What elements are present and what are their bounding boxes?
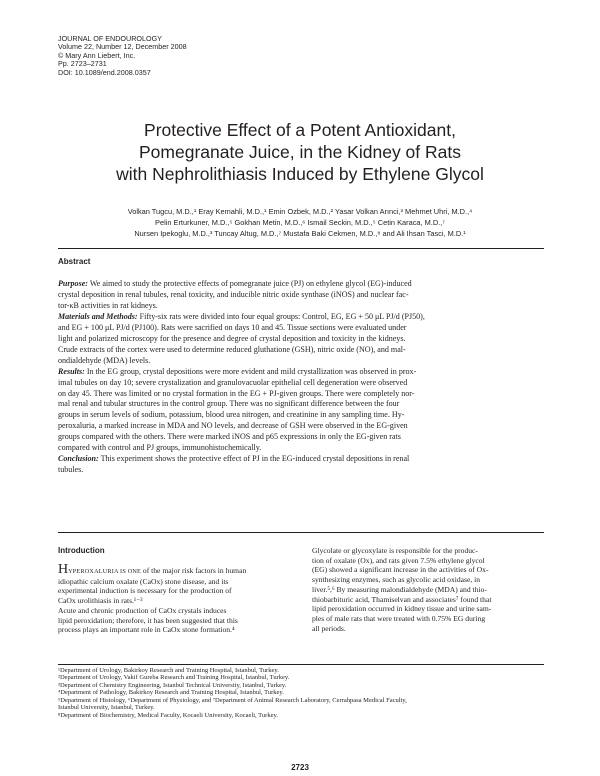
footnote: Istanbul University, Istanbul, Turkey. <box>58 704 155 712</box>
intro-line: lipid peroxidation; therefore, it has been suggested that this <box>58 615 238 625</box>
intro-first-line: HYPEROXALURIA IS ONE of the major risk factors in human <box>58 562 247 577</box>
abstract-line: ondialdehyde (MDA) levels. <box>58 355 151 365</box>
abstract-line: imal tubules on day 10; severe crystalization and granulovacuolar epithelial cell degeneration were observed <box>58 377 408 387</box>
title-line: Pomegranate Juice, in the Kidney of Rats <box>139 142 461 162</box>
introduction-right-column <box>312 546 544 633</box>
authors-line: Nursen Ipekoglu, M.D.,³ Tuncay Altug, M.D.,⁷ Mustafa Baki Cekmen, M.D.,⁸ and Ali Ihsan Tasci, M.D.¹ <box>134 229 466 239</box>
affiliation-footnotes <box>58 667 544 719</box>
results-label: Results: <box>58 366 85 376</box>
intro-line: tion of oxalate (Ox), and rats given 7.5% ethylene glycol <box>312 555 485 565</box>
methods-label: Materials and Methods: <box>58 311 138 321</box>
footnote: ⁴Department of Pathology, Bakirkoy Research and Training Hospital, Istanbul, Turkey. <box>58 689 284 697</box>
title-line: Protective Effect of a Potent Antioxidant, <box>144 120 456 140</box>
abstract-line: tubules. <box>58 465 84 475</box>
journal-copyright: © Mary Ann Liebert, Inc. <box>58 50 136 60</box>
authors-line: Pelin Erturkuner, M.D.,⁵ Gokhan Metin, M.D.,⁶ Ismail Seckin, M.D.,⁵ Cetin Karaca, M.D.,⁷ <box>155 218 445 228</box>
journal-header <box>58 35 187 77</box>
abstract-bottom-rule <box>58 532 544 533</box>
footnote: ⁸Department of Biochemistry, Medical Faculty, Kocaeli University, Kocaeli, Turkey. <box>58 711 278 719</box>
footnote: ²Department of Urology, Vakif Gureba Research and Training Hospital, Istanbul, Turkey. <box>58 674 290 682</box>
page-number: 2723 <box>291 763 309 772</box>
abstract-line: on day 45. There was limited or no crystal formation in the EG + PJ-given groups. There were completely nor- <box>58 388 415 398</box>
introduction-left-column <box>58 562 290 635</box>
abstract-line: peroxaluria, a marked increase in MDA and NO levels, and decrease of GSH were observed in the EG-given <box>58 421 408 431</box>
authors-line: Volkan Tugcu, M.D.,¹ Eray Kemahli, M.D.,¹ Emin Ozbek, M.D.,² Yasar Volkan Arınci,³ Mehmet Uhri, M.D.,⁴ <box>127 207 473 216</box>
abstract-body <box>58 279 544 476</box>
footnote: ³Department of Chemistry Engineering, Istanbul Technical University, Istanbul, Turkey. <box>58 681 287 689</box>
abstract-line: Purpose: We aimed to study the protective effects of pomegranate juice (PJ) on ethylene glycol (EG)-induced <box>58 279 412 288</box>
intro-line: all periods. <box>312 623 346 633</box>
journal-name: JOURNAL OF ENDOUROLOGY <box>58 34 162 43</box>
conclusion-label: Conclusion: <box>58 454 99 464</box>
intro-line: idiopathic calcium oxalate (CaOx) stone disease, and its <box>58 576 229 586</box>
intro-line: thiobarbituric acid, Thamiselvan and associates⁷ found that <box>312 594 492 604</box>
abstract-line: groups compared with the others. There were marked iNOS and p65 expressions in only the EG-given rats <box>58 432 401 442</box>
abstract-line: light and polarized microscopy for the presence and degree of crystal deposition and toxicity in the kidneys. <box>58 333 406 343</box>
intro-line: lipid peroxidation occurred in kidney tissue and urine sam- <box>312 604 492 614</box>
abstract-top-rule <box>58 248 544 249</box>
journal-volume: Volume 22, Number 12, December 2008 <box>58 42 187 52</box>
intro-line: liver.⁵,⁶ By measuring malondialdehyde (MDA) and thio- <box>312 584 487 594</box>
abstract-line: and EG + 100 μL PJ/d (PJ100). Rats were sacrified on days 10 and 45. Tissue sections were evaluated under <box>58 322 407 332</box>
article-title <box>60 119 540 185</box>
abstract-line: Materials and Methods: Fifty-six rats were divided into four equal groups: Control, EG, EG + 50 μL PJ/d (PJ50), <box>58 311 425 321</box>
intro-line: ples of male rats that were treated with 0.75% EG during <box>312 613 486 623</box>
intro-line: experimental induction is necessary for the production of <box>58 586 232 596</box>
abstract-heading: Abstract <box>58 257 91 266</box>
footnote-rule <box>58 664 544 665</box>
abstract-line: Crude extracts of the cortex were used to determine reduced gluthatione (GSH), nitric oxide (NO), and mal- <box>58 344 406 354</box>
abstract-line: groups in serum levels of sodium, potassium, blood urea nitrogen, and creatinine in any sampling time. Hy- <box>58 410 405 420</box>
journal-pages: Pp. 2723–2731 <box>58 59 107 69</box>
footnote: ⁵Department of Histology, ⁶Department of Physiology, and ⁷Department of Animal Research Laboratory, Cerrahpasa Medical Faculty, <box>58 696 407 704</box>
abstract-line: Results: In the EG group, crystal depositions were more evident and mild crystallization was observed in prox- <box>58 366 417 376</box>
intro-line: process plays an important role in CaOx stone formation.⁴ <box>58 625 235 635</box>
intro-line: synthesizing enzymes, such as glycolic acid oxidase, in <box>312 575 481 585</box>
introduction-heading: Introduction <box>58 546 105 555</box>
intro-line: CaOx urolithiasis in rats.¹⁻³ <box>58 596 143 606</box>
drop-cap: H <box>58 562 69 577</box>
abstract-line: compared with control and PJ groups, immunohistochemically. <box>58 443 262 453</box>
abstract-line: mal renal and tubular structures in the control group. There was no significant difference between the four <box>58 399 400 409</box>
abstract-line: crystal deposition in renal tubules, renal toxicity, and inducible nitric oxide synthase (iNOS) and nuclear fac- <box>58 289 409 299</box>
abstract-line: tor-κB activities in rat kidneys. <box>58 300 158 310</box>
intro-line: (EG) showed a significant increase in the activities of Ox- <box>312 565 489 575</box>
intro-line: Glycolate or glycoxylate is responsible for the produc- <box>312 546 478 555</box>
author-list <box>48 206 552 240</box>
purpose-label: Purpose: <box>58 279 88 288</box>
intro-line: Acute and chronic production of CaOx crystals induces <box>58 605 227 615</box>
footnote: ¹Department of Urology, Bakirkoy Research and Training Hospital, Istanbul, Turkey. <box>58 667 279 674</box>
title-line: with Nephrolithiasis Induced by Ethylene Glycol <box>116 164 484 184</box>
abstract-line: Conclusion: This experiment shows the protective effect of PJ in the EG-induced crystal depositions in renal <box>58 454 410 464</box>
journal-doi: DOI: 10.1089/end.2008.0357 <box>58 67 151 77</box>
